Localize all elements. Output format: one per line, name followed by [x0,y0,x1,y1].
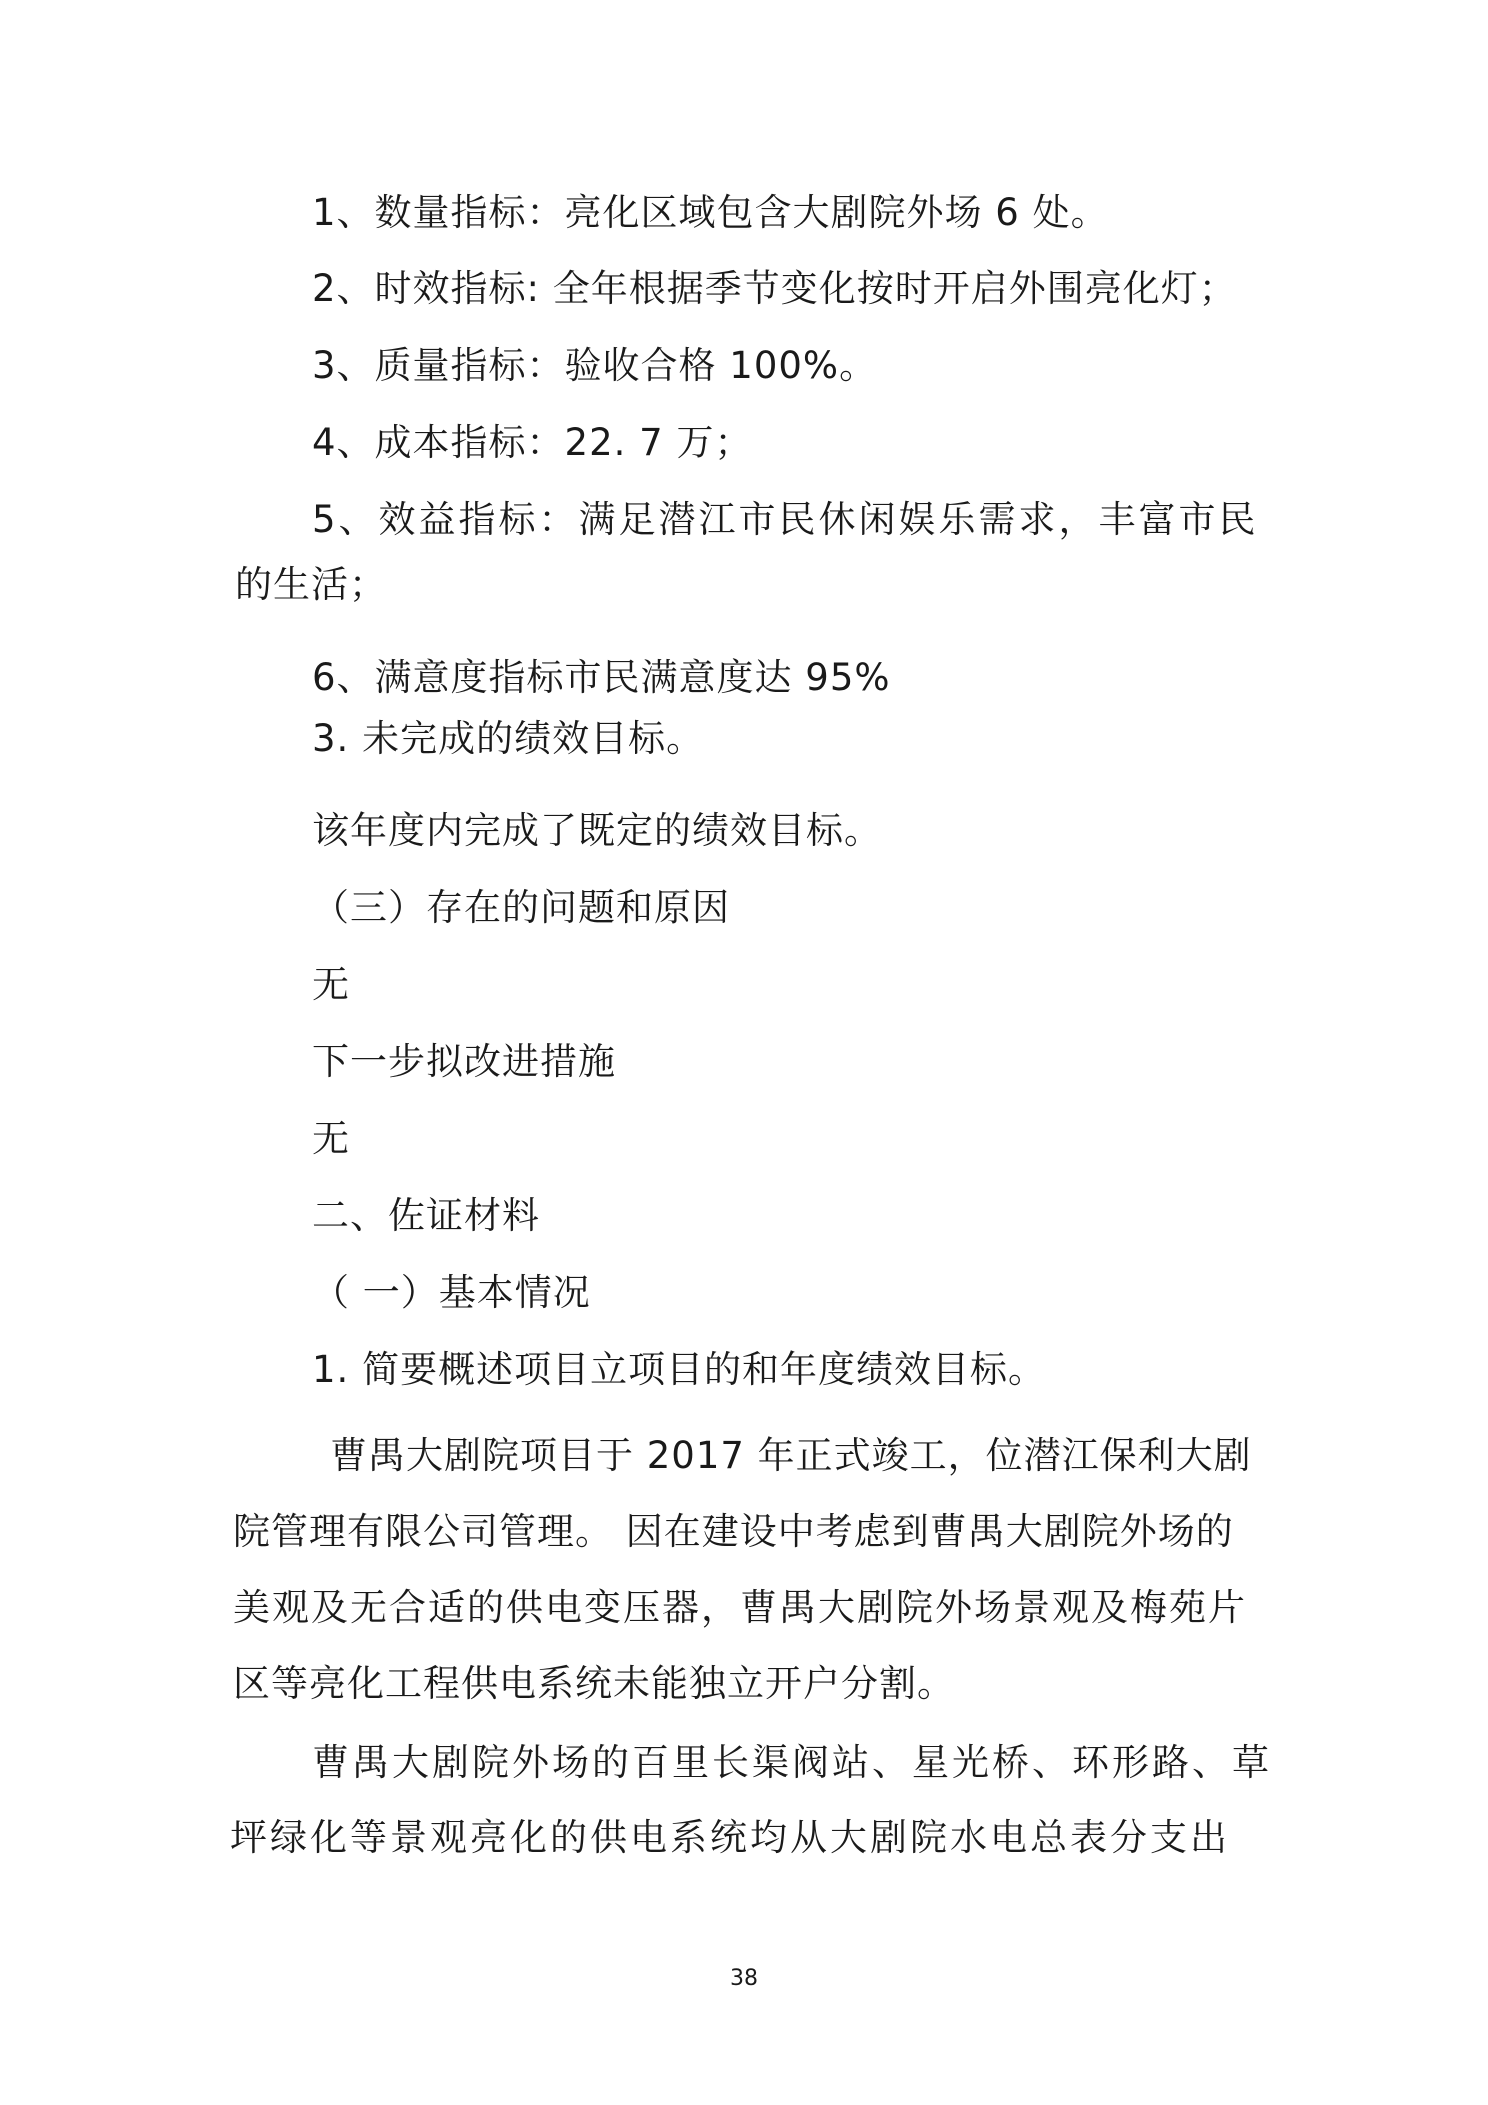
section-heading: （三）存在的问题和原因 [312,886,730,929]
text-line: 的生活； [235,563,387,606]
text-line: 3、质量指标：验收合格 100%。 [312,344,878,387]
text-line: 区等亮化工程供电系统未能独立开户分割。 [233,1662,955,1705]
text-line: 该年度内完成了既定的绩效目标。 [312,809,882,852]
text-line: 坪绿化等景观亮化的供电系统均从大剧院水电总表分支出 [230,1816,1230,1859]
section-heading: （ 一）基本情况 [312,1271,591,1314]
section-heading: 二、佐证材料 [312,1194,540,1237]
text-line: 3. 未完成的绩效目标。 [312,717,705,760]
text-line: 6、满意度指标市民满意度达 95% [312,656,891,699]
text-line: 无 [312,963,350,1006]
text-line: 无 [312,1117,350,1160]
text-line: 1、数量指标：亮化区域包含大剧院外场 6 处。 [312,191,1109,234]
text-line: 曹禺大剧院项目于 2017 年正式竣工，位潜江保利大剧 [330,1434,1252,1477]
text-line: 曹禺大剧院外场的百里长渠阀站、星光桥、环形路、草 [312,1741,1272,1784]
text-line: 院管理有限公司管理。 因在建设中考虑到曹禺大剧院外场的 [233,1510,1234,1553]
text-line: 2、时效指标: 全年根据季节变化按时开启外围亮化灯； [312,267,1237,310]
text-line: 1. 简要概述项目立项目的和年度绩效目标。 [312,1348,1047,1391]
text-line: 美观及无合适的供电变压器，曹禺大剧院外场景观及梅苑片 [233,1586,1247,1629]
section-heading: 下一步拟改进措施 [312,1040,616,1083]
text-line: 5、效益指标：满足潜江市民休闲娱乐需求，丰富市民 [312,498,1259,541]
text-line: 4、成本指标：22. 7 万； [312,421,753,464]
page-number: 38 [730,1966,758,1991]
